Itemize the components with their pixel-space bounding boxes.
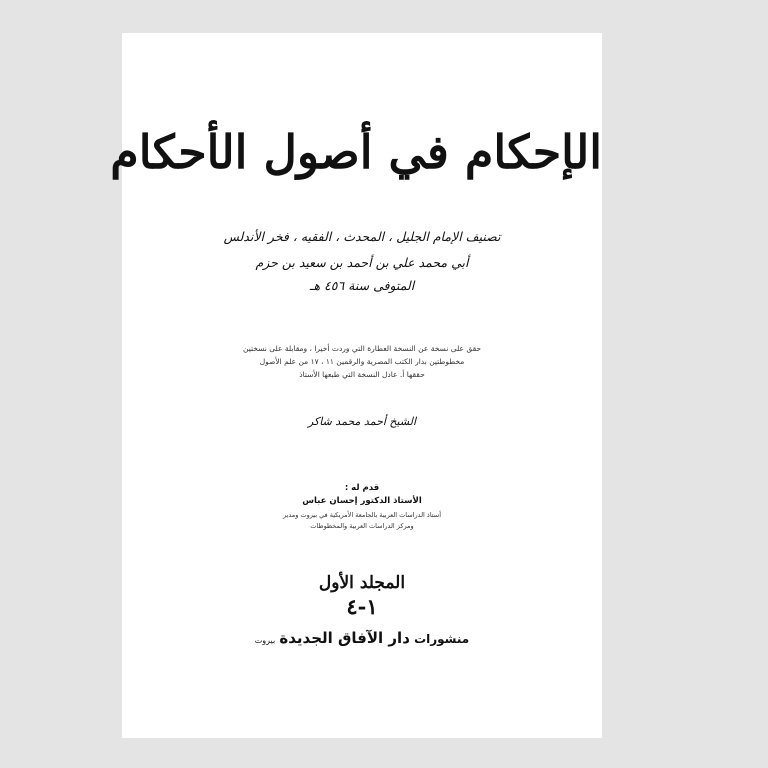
author-description: تصنيف الإمام الجليل ، المحدث ، الفقيه ، فخر الأندلس [223, 229, 501, 244]
publisher-city: بيروت [254, 636, 276, 645]
book-title: الإحكام في أصول الأحكام [110, 125, 602, 179]
volume-number: ١-٤ [346, 594, 378, 619]
introduction-author-detail: أستاذ الدراسات العربية بالجامعة الأمريكية في بيروت ومدير [282, 511, 442, 519]
edition-note-line: مخطوطتين بدار الكتب المصرية والرقمين ١١ ، ١٧ من علم الأصول [259, 357, 465, 366]
author-death-date: المتوفى سنة ٤٥٦ هـ [309, 278, 415, 293]
publisher-name: دار الآفاق الجديدة [279, 629, 410, 647]
introduction-label: قدم له : [344, 483, 380, 493]
book-cover-page [110, 33, 602, 738]
edition-note-line: حققها أ. عادل النسخة التي طبعها الأستاذ [299, 370, 425, 379]
introduction-author-detail: ومركز الدراسات العربية والمخطوطات [310, 522, 414, 530]
publisher-line [122, 629, 602, 647]
introduction-author: الأستاذ الدكتور إحسان عباس [302, 496, 422, 506]
editor-name: الشيخ أحمد محمد شاكر [307, 415, 417, 428]
edition-note-line: حقق على نسخة عن النسخة العطارة التي وردت أخيرا ، ومقابلة على نسختين [242, 344, 481, 353]
publisher-prefix: منشورات [414, 632, 470, 646]
author-name: أبي محمد علي بن أحمد بن سعيد بن حزم [255, 255, 469, 270]
volume-label: المجلد الأول [318, 573, 406, 593]
